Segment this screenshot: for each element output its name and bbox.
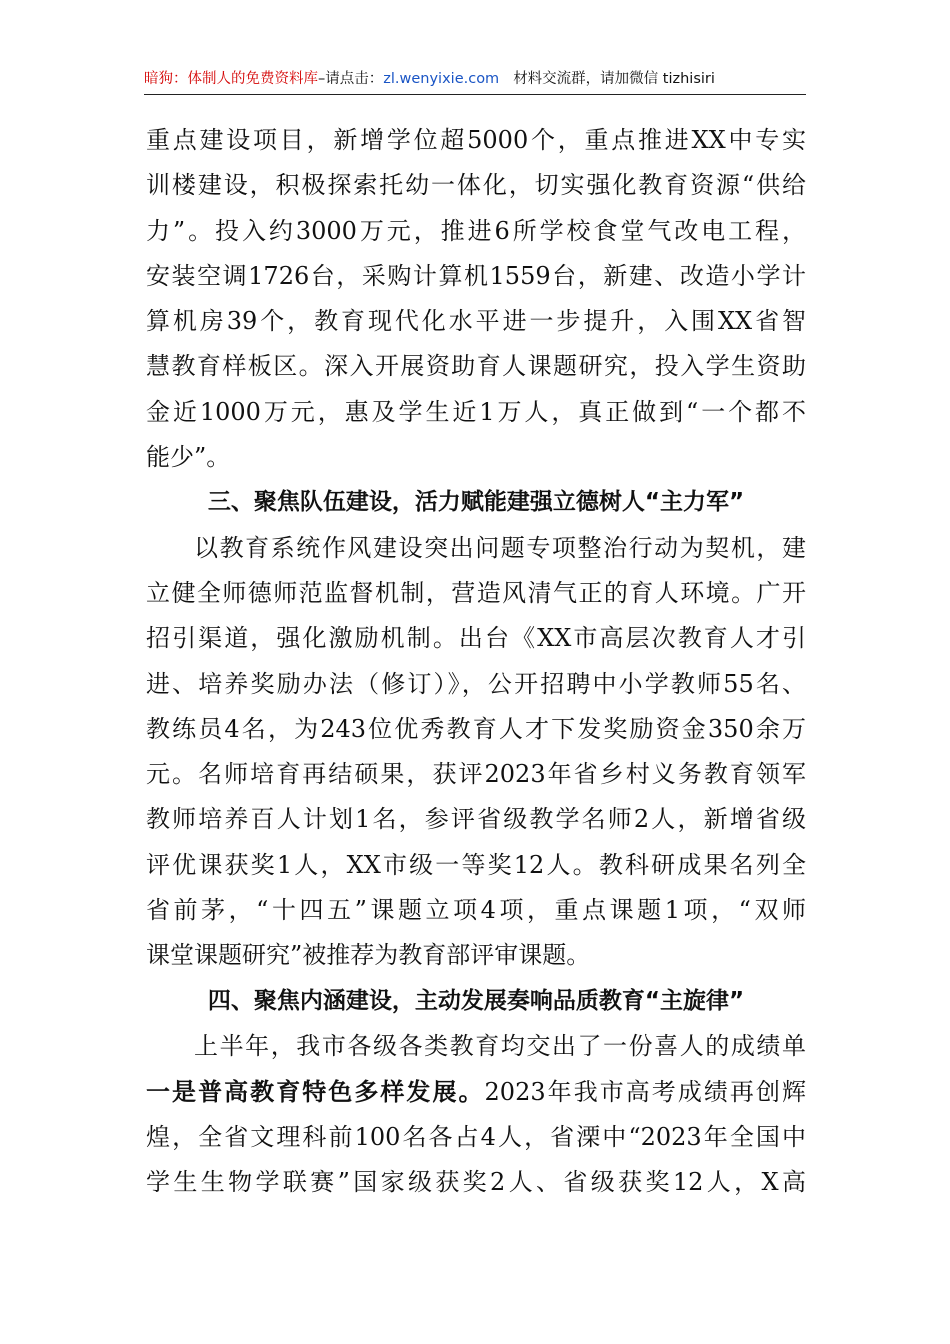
body-line: 学生生物学联赛”国家级获奖2人、省级获奖12人，X高 bbox=[146, 1167, 806, 1196]
body-line: 省前茅，“十四五”课题立项4项，重点课题1项，“双师 bbox=[146, 896, 806, 925]
body-line-mixed bbox=[146, 1069, 806, 1114]
body-line: 金近1000万元，惠及学生近1万人，真正做到“一个都不 bbox=[146, 397, 806, 426]
body-line: 安装空调1726台，采购计算机1559台，新建、改造小学计 bbox=[146, 261, 806, 290]
body-line: 重点建设项目，新增学位超5000个，重点推进XX中专实 bbox=[146, 126, 806, 154]
body-line: 教练员4名，为243位优秀教育人才下发奖励资金350余万 bbox=[146, 714, 806, 743]
body-line: 力”。投入约3000万元，推进6所学校食堂气改电工程， bbox=[146, 216, 806, 245]
body-line: 训楼建设，积极探索托幼一体化，切实强化教育资源“供给 bbox=[146, 171, 806, 200]
body-line: 以教育系统作风建设突出问题专项整治行动为契机，建 bbox=[194, 533, 806, 562]
header-site-name: 暗狗：体制人的免费资料库 bbox=[144, 71, 318, 87]
body-line: 上半年，我市各级各类教育均交出了一份喜人的成绩单 bbox=[194, 1031, 806, 1060]
body-line: 煌，全省文理科前100名各占4人，省溧中“2023年全国中 bbox=[146, 1122, 806, 1151]
header-prompt: –请点击： bbox=[318, 71, 384, 87]
body-line: 慧教育样板区。深入开展资助育人课题研究，投入学生资助 bbox=[146, 352, 806, 381]
header-contact: 材料交流群，请加微信 tizhisiri bbox=[513, 71, 715, 87]
body-line: 招引渠道，强化激励机制。出台《XX市高层次教育人才引 bbox=[146, 624, 806, 653]
body-line: 进、培养奖励办法（修订）》，公开招聘中小学教师55名、 bbox=[146, 669, 806, 698]
bold-lead: 一是普高教育特色多样发展。 bbox=[146, 1077, 485, 1107]
page-header bbox=[144, 64, 806, 95]
document-body bbox=[146, 118, 806, 1205]
section-heading-3: 三、聚焦队伍建设，活力赋能建强立德树人“主力军” bbox=[207, 489, 745, 516]
section-heading-4: 四、聚焦内涵建设，主动发展奏响品质教育“主旋律” bbox=[207, 987, 745, 1014]
body-line: 能少”。 bbox=[146, 443, 231, 472]
header-link[interactable]: zl.wenyixie.com bbox=[383, 71, 500, 87]
body-line: 评优课获奖1人，XX市级一等奖12人。教科研成果名列全 bbox=[146, 850, 806, 879]
body-line: 教师培养百人计划1名，参评省级教学名师2人，新增省级 bbox=[146, 805, 806, 834]
bold-lead-tail: 2023年我市高考成绩再创辉 bbox=[484, 1078, 807, 1107]
body-line: 算机房39个，教育现代化水平进一步提升，入围XX省智 bbox=[146, 307, 806, 336]
body-line: 课堂课题研究”被推荐为教育部评审课题。 bbox=[146, 941, 591, 970]
body-line: 立健全师德师范监督机制，营造风清气正的育人环境。广开 bbox=[146, 578, 806, 607]
body-line: 元。名师培育再结硕果，获评2023年省乡村义务教育领军 bbox=[146, 760, 806, 789]
